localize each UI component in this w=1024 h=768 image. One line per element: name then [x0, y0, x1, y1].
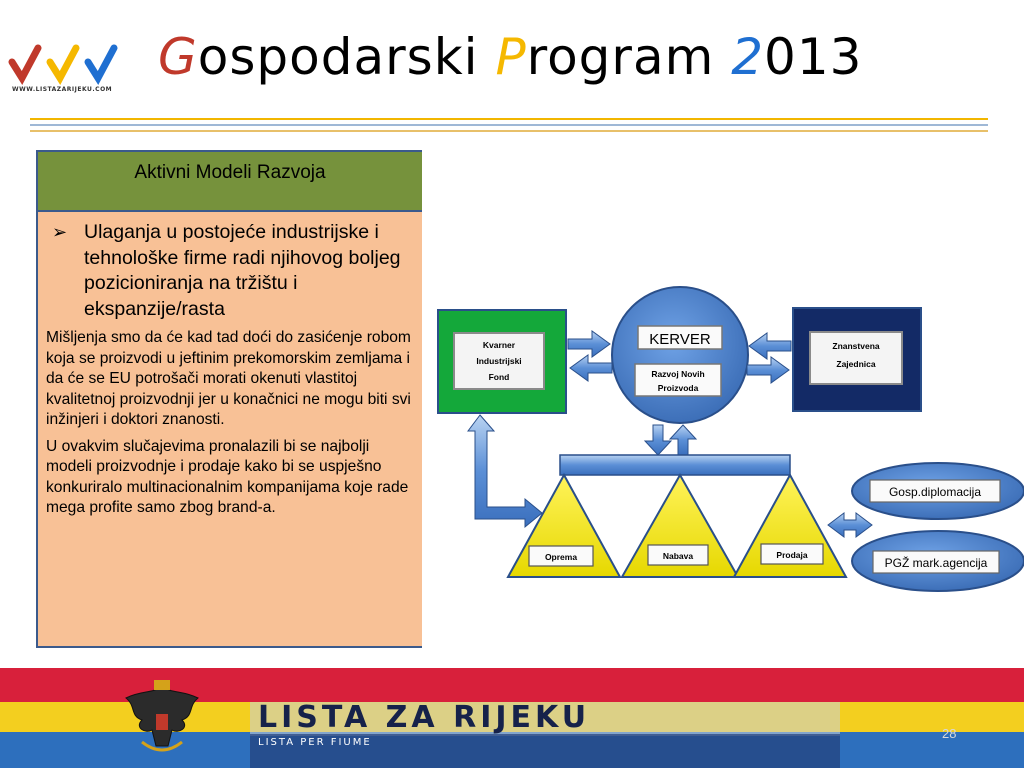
fund-label-3: Fond	[488, 372, 510, 382]
title-part-1: ospodarski	[197, 28, 496, 86]
fund-label-2: Industrijski	[476, 356, 522, 366]
footer-title: LISTA ZA RIJEKU	[258, 700, 591, 735]
kerver-node	[612, 287, 748, 423]
title-letter-g: G	[158, 28, 198, 86]
science-label-1: Znanstvena	[832, 341, 880, 351]
kerver-sub-2: Proizvoda	[657, 383, 699, 393]
oval-diplomacy	[852, 463, 1024, 519]
distribution-bar	[560, 455, 790, 475]
page-number: 28	[942, 726, 957, 741]
fund-label-1: Kvarner	[482, 340, 516, 350]
logo-url: WWW.LISTAZARIJEKU.COM	[12, 86, 113, 93]
science-label-2: Zajednica	[836, 359, 876, 369]
paragraph-1: Mišljenja smo da će kad tad doći do zasićenje robom koja se proizvodi u jeftinim prekomorskim zemljama i da će se EU potrošači morati okenuti vlastitoj kvalitetnoj proizvodnji jer u konačnici ne mogu biti svi inžinjeri i doktori znanosti.	[46, 329, 411, 428]
oval-agency	[852, 531, 1024, 591]
header-rule-blue	[30, 124, 988, 126]
oval-label-diplomacy: Gosp.diplomacija	[888, 485, 982, 499]
arrow-kerver-bar-icon	[645, 425, 696, 455]
title-part-2: rogram	[526, 28, 732, 86]
process-diagram	[430, 285, 1024, 605]
arrow-triangles-ovals-icon	[828, 513, 872, 537]
triangle-label-prodaja: Prodaja	[776, 550, 808, 560]
fund-box	[438, 310, 566, 413]
title-digit-2: 2	[731, 28, 765, 86]
triangle-label-nabava: Nabava	[662, 551, 694, 561]
title-part-3: 013	[764, 28, 863, 86]
page-title	[158, 28, 862, 86]
panel-body	[38, 212, 422, 646]
science-box	[793, 308, 921, 411]
paragraph-2: U ovakvim slučajevima pronalazili bi se najbolji modeli proizvodnje i prodaje kako bi se uspješno konkuriralo multinacionalnim kompanijama koje rade mega profite samo zbog brand-a.	[46, 437, 409, 516]
arrow-bullet-icon: ➢	[52, 222, 68, 242]
arrow-fund-triangles-icon	[468, 415, 542, 527]
kerver-sub-1: Razvoj Novih	[651, 369, 705, 379]
bullet-text: Ulaganja u postojeće industrijske i tehnološke firme radi njihovog boljeg pozicioniranja na tržištu i ekspanzije/rasta	[84, 221, 401, 320]
header-rule-tan	[30, 130, 988, 132]
header-rule-gold	[30, 118, 988, 120]
title-letter-p: P	[495, 28, 527, 86]
arrow-kerver-science-icon	[747, 333, 791, 383]
arrow-fund-kerver-icon	[568, 331, 612, 381]
bullet-item	[46, 220, 414, 322]
footer-subtitle: LISTA PER FIUME	[258, 737, 372, 748]
oval-label-agency: PGŽ mark.agencija	[884, 556, 988, 570]
eagle-crest-icon	[112, 676, 212, 760]
panel-heading-text: Aktivni Modeli Razvoja	[134, 162, 326, 183]
kerver-label: KERVER	[649, 331, 711, 348]
triangle-label-oprema: Oprema	[544, 552, 578, 562]
triangle-group	[508, 475, 846, 577]
panel-heading	[38, 152, 422, 212]
